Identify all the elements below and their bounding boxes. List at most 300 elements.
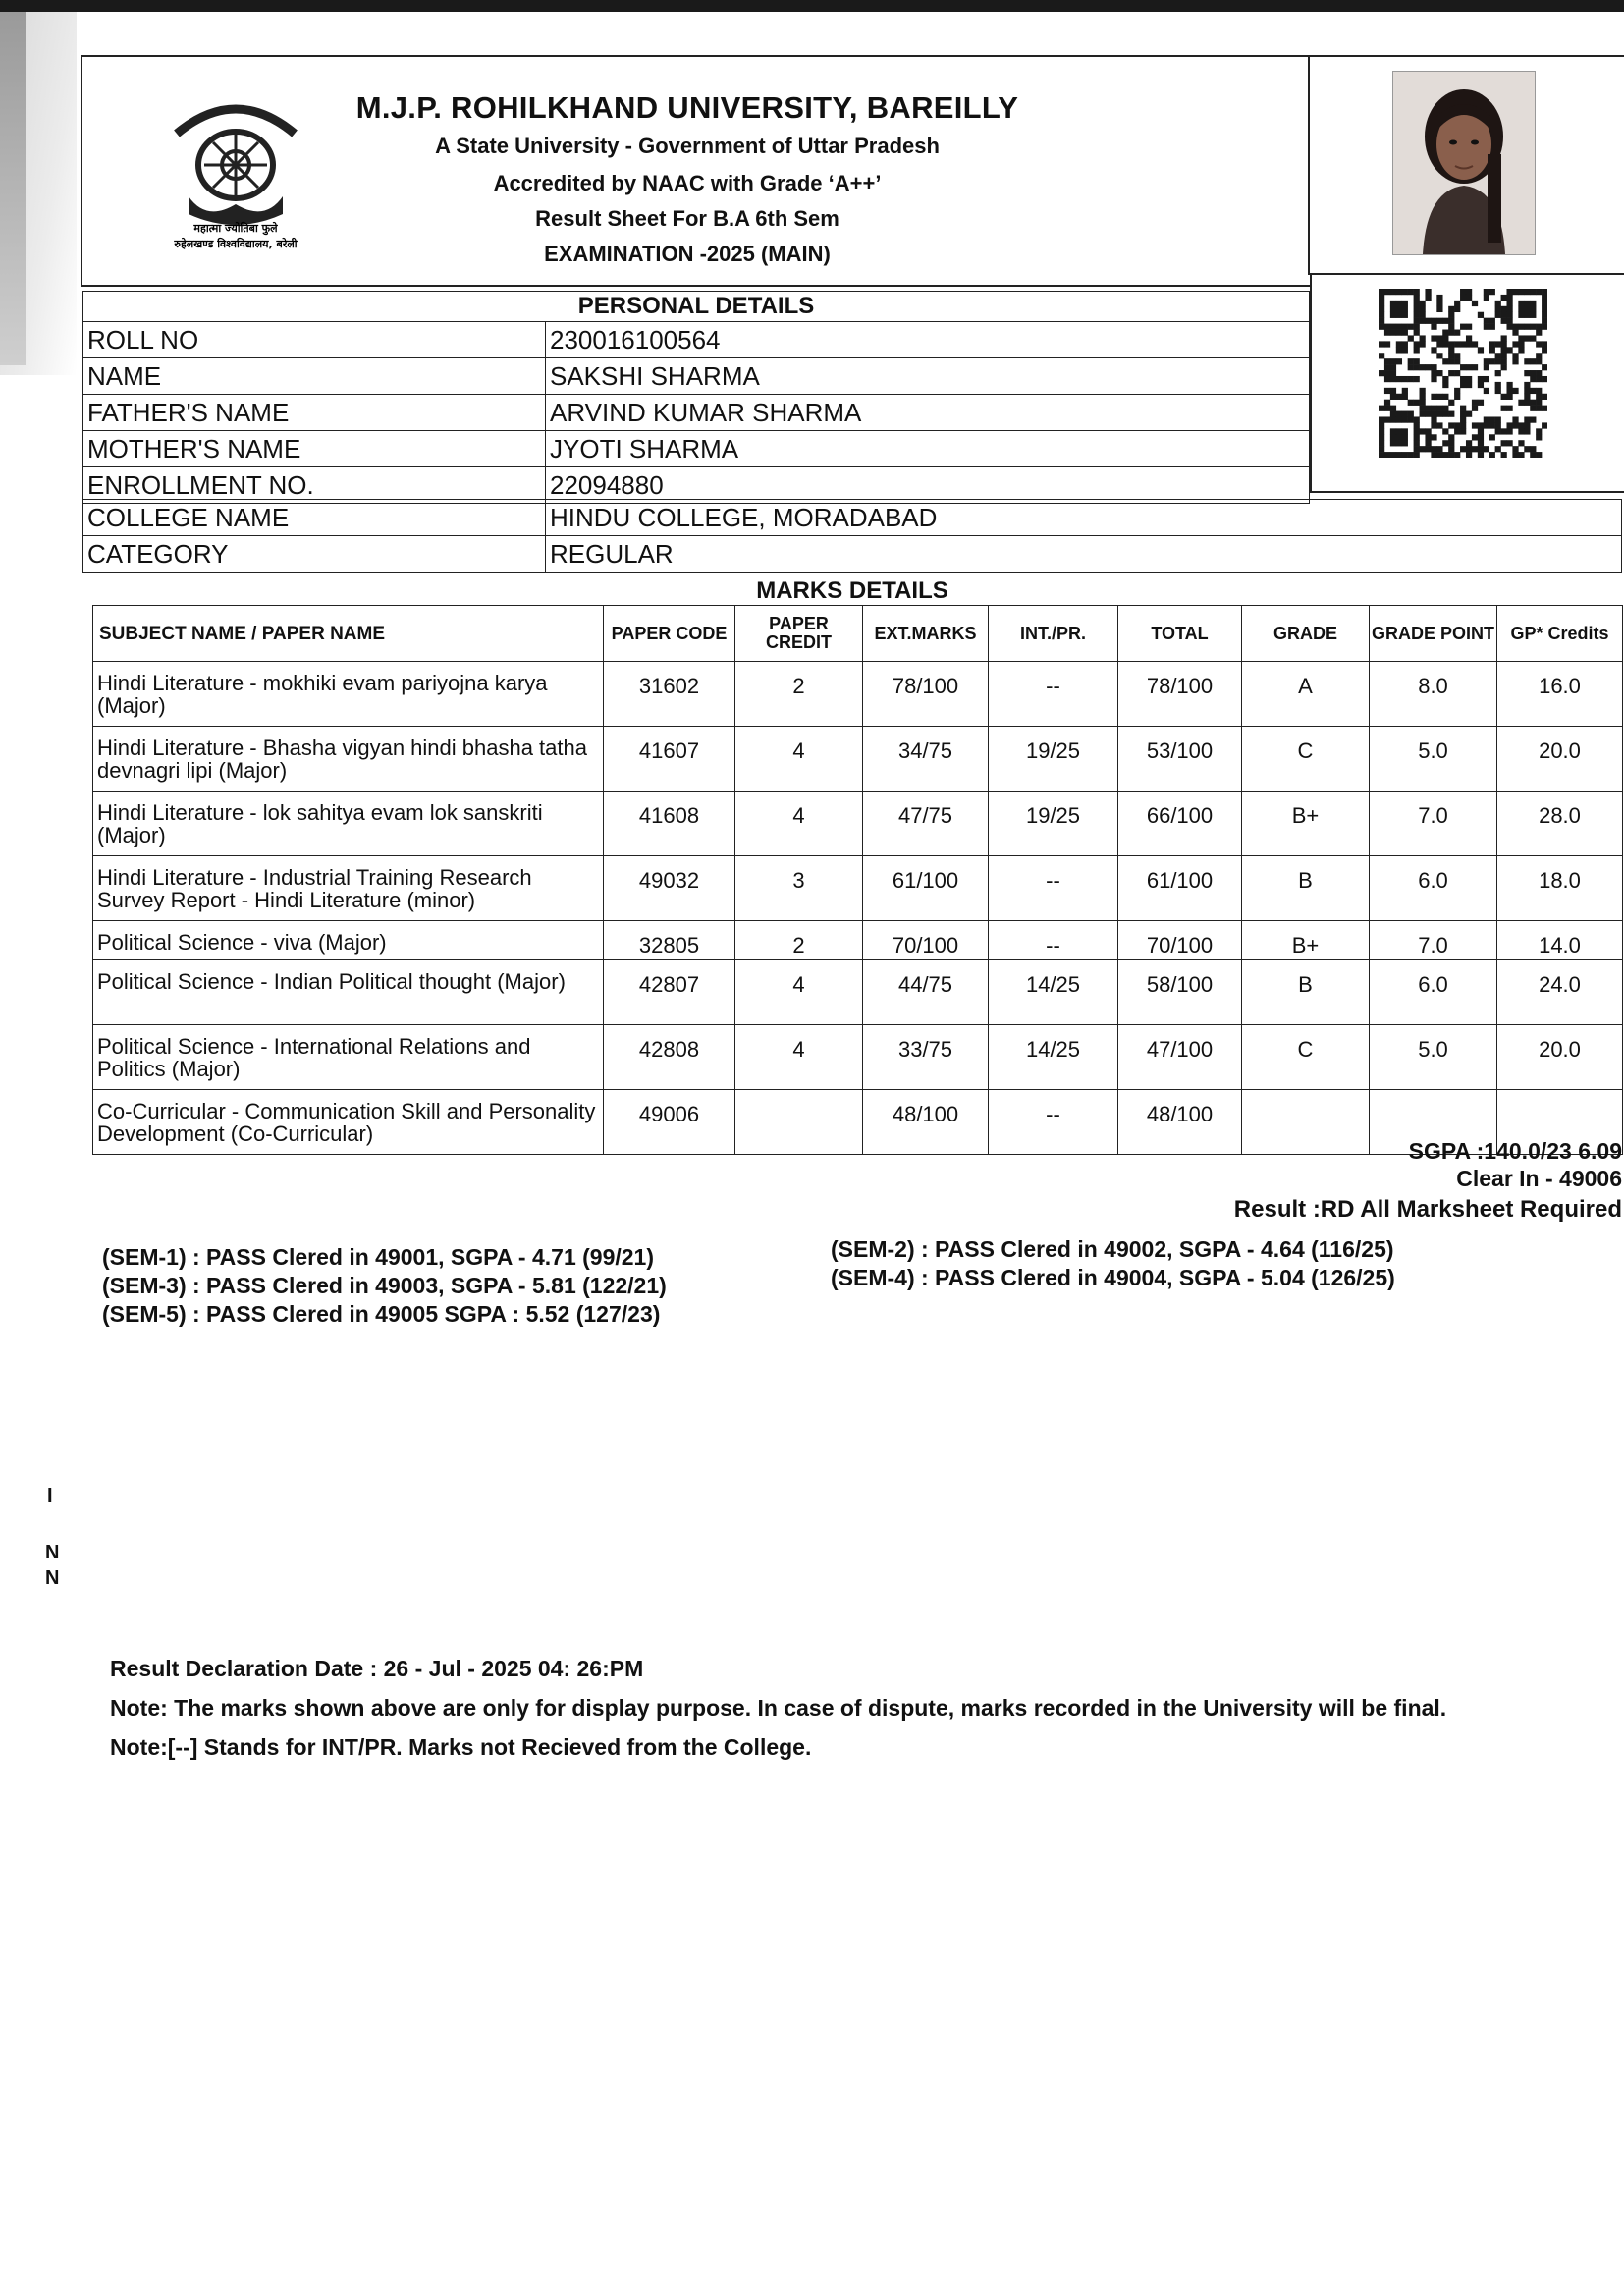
- qr-module: [1390, 428, 1396, 434]
- qr-module: [1484, 388, 1489, 394]
- cell-credit: 3: [735, 856, 863, 921]
- qr-module: [1390, 416, 1396, 422]
- qr-module: [1448, 341, 1454, 347]
- qr-module: [1524, 358, 1530, 364]
- scan-shadow-dark: [0, 12, 26, 365]
- qr-module: [1530, 446, 1536, 452]
- qr-module: [1472, 406, 1478, 411]
- qr-module: [1501, 353, 1507, 358]
- qr-module: [1414, 318, 1420, 324]
- qr-module: [1448, 358, 1454, 364]
- qr-module: [1489, 289, 1495, 295]
- qr-module: [1542, 364, 1547, 370]
- qr-module: [1489, 347, 1495, 353]
- qr-module: [1448, 353, 1454, 358]
- qr-module: [1501, 318, 1507, 324]
- qr-module: [1408, 400, 1414, 406]
- qr-module: [1414, 400, 1420, 406]
- qr-module: [1506, 382, 1512, 388]
- qr-module: [1442, 406, 1448, 411]
- margin-mark: N: [45, 1567, 60, 1589]
- qr-module: [1396, 301, 1402, 306]
- note-display-purpose: Note: The marks shown above are only for display purpose. In case of dispute, marks recorded in the University will be final.: [110, 1695, 1447, 1721]
- qr-module: [1420, 406, 1426, 411]
- qr-module: [1524, 312, 1530, 318]
- qr-module: [1442, 411, 1448, 417]
- cell-grade: B+: [1242, 921, 1370, 960]
- qr-module: [1454, 428, 1460, 434]
- qr-module: [1466, 364, 1472, 370]
- qr-module: [1442, 382, 1448, 388]
- qr-module: [1390, 388, 1396, 394]
- qr-module: [1536, 452, 1542, 458]
- cell-credit: 4: [735, 1025, 863, 1090]
- qr-module: [1542, 301, 1547, 306]
- cell-total: 78/100: [1118, 662, 1242, 727]
- qr-module: [1530, 289, 1536, 295]
- table-row: [93, 856, 1623, 921]
- qr-module: [1431, 446, 1436, 452]
- header-grade: GRADE: [1242, 606, 1370, 662]
- qr-module: [1436, 318, 1442, 324]
- qr-module: [1390, 301, 1396, 306]
- result-declaration-date: Result Declaration Date : 26 - Jul - 2025 04: 26:PM: [110, 1656, 644, 1681]
- qr-module: [1530, 376, 1536, 382]
- qr-module: [1420, 306, 1426, 312]
- label-mother-name: MOTHER'S NAME: [83, 431, 546, 467]
- qr-module: [1484, 422, 1489, 428]
- examination-title: EXAMINATION -2025 (MAIN): [544, 242, 831, 266]
- qr-module: [1390, 306, 1396, 312]
- qr-module: [1454, 394, 1460, 400]
- cell-ext: 47/75: [863, 792, 989, 856]
- qr-module: [1512, 388, 1518, 394]
- qr-module: [1524, 324, 1530, 330]
- label-college-name: COLLEGE NAME: [83, 500, 546, 536]
- qr-module: [1524, 422, 1530, 428]
- cell-ext: 70/100: [863, 921, 989, 960]
- qr-module: [1414, 428, 1420, 434]
- qr-module: [1402, 434, 1408, 440]
- qr-module: [1431, 452, 1436, 458]
- qr-module: [1431, 370, 1436, 376]
- semester-list-right: [831, 1235, 1395, 1292]
- qr-module: [1379, 440, 1384, 446]
- cell-ext: 61/100: [863, 856, 989, 921]
- qr-module: [1460, 341, 1466, 347]
- cell-grade: B: [1242, 960, 1370, 1025]
- cell-gp-credits: 14.0: [1497, 921, 1623, 960]
- label-enrollment-no: ENROLLMENT NO.: [83, 467, 546, 504]
- qr-module: [1484, 358, 1489, 364]
- qr-box: [1310, 273, 1624, 493]
- qr-module: [1512, 289, 1518, 295]
- cell-credit: 4: [735, 792, 863, 856]
- qr-module: [1530, 388, 1536, 394]
- qr-module: [1489, 416, 1495, 422]
- label-roll-no: ROLL NO: [83, 322, 546, 358]
- header-paper-code: PAPER CODE: [604, 606, 735, 662]
- cell-int: --: [989, 1090, 1118, 1155]
- qr-module: [1379, 446, 1384, 452]
- qr-module: [1420, 446, 1426, 452]
- qr-module: [1524, 416, 1530, 422]
- personal-row: [83, 322, 1310, 358]
- cell-ext: 33/75: [863, 1025, 989, 1090]
- cell-total: 53/100: [1118, 727, 1242, 792]
- qr-module: [1484, 324, 1489, 330]
- result-status: Result :RD All Marksheet Required: [1233, 1196, 1622, 1223]
- qr-module: [1518, 335, 1524, 341]
- qr-module: [1396, 416, 1402, 422]
- sgpa-summary: [1409, 1137, 1622, 1192]
- qr-module: [1454, 452, 1460, 458]
- qr-module: [1495, 422, 1501, 428]
- qr-module: [1390, 289, 1396, 295]
- qr-module: [1414, 341, 1420, 347]
- qr-module: [1524, 306, 1530, 312]
- header-grade-point: GRADE POINT: [1370, 606, 1497, 662]
- qr-module: [1379, 306, 1384, 312]
- cell-subject: Hindi Literature - Bhasha vigyan hindi bhasha tatha devnagri lipi (Major): [93, 727, 604, 792]
- qr-module: [1536, 289, 1542, 295]
- qr-module: [1420, 428, 1426, 434]
- marks-table: [92, 605, 1623, 1155]
- qr-module: [1425, 289, 1431, 295]
- qr-module: [1489, 324, 1495, 330]
- cell-total: 61/100: [1118, 856, 1242, 921]
- qr-module: [1542, 312, 1547, 318]
- qr-module: [1402, 324, 1408, 330]
- qr-module: [1512, 341, 1518, 347]
- qr-module: [1408, 452, 1414, 458]
- qr-module: [1402, 388, 1408, 394]
- qr-module: [1501, 358, 1507, 364]
- qr-module: [1506, 318, 1512, 324]
- cell-gp-credits: 20.0: [1497, 727, 1623, 792]
- cell-grade-point: 7.0: [1370, 921, 1497, 960]
- qr-module: [1384, 406, 1390, 411]
- note-int-pr: Note:[--] Stands for INT/PR. Marks not Recieved from the College.: [110, 1734, 812, 1760]
- cell-grade: [1242, 1090, 1370, 1155]
- qr-module: [1495, 301, 1501, 306]
- cell-grade-point: 6.0: [1370, 856, 1497, 921]
- qr-module: [1484, 416, 1489, 422]
- cell-total: 70/100: [1118, 921, 1242, 960]
- cell-credit: 4: [735, 960, 863, 1025]
- table-row: [93, 792, 1623, 856]
- qr-module: [1402, 394, 1408, 400]
- cell-ext: 48/100: [863, 1090, 989, 1155]
- qr-module: [1536, 370, 1542, 376]
- qr-module: [1420, 318, 1426, 324]
- qr-module: [1530, 306, 1536, 312]
- table-row: [93, 921, 1623, 960]
- qr-module: [1379, 428, 1384, 434]
- qr-module: [1524, 382, 1530, 388]
- cell-int: --: [989, 921, 1118, 960]
- qr-module: [1542, 306, 1547, 312]
- qr-module: [1460, 382, 1466, 388]
- qr-module: [1442, 318, 1448, 324]
- cell-subject: Hindi Literature - mokhiki evam pariyojna karya (Major): [93, 662, 604, 727]
- qr-module: [1402, 289, 1408, 295]
- qr-module: [1512, 330, 1518, 336]
- qr-module: [1420, 400, 1426, 406]
- qr-module: [1379, 370, 1384, 376]
- value-category: REGULAR: [546, 536, 1622, 573]
- qr-module: [1384, 400, 1390, 406]
- qr-module: [1436, 422, 1442, 428]
- margin-mark: N: [45, 1542, 60, 1563]
- qr-module: [1414, 440, 1420, 446]
- qr-module: [1506, 289, 1512, 295]
- personal-details-table-wide: [82, 499, 1622, 573]
- header-int-pr: INT./PR.: [989, 606, 1118, 662]
- university-subtitle: A State University - Government of Uttar Pradesh: [435, 134, 940, 158]
- qr-module: [1414, 306, 1420, 312]
- qr-module: [1379, 434, 1384, 440]
- qr-module: [1495, 353, 1501, 358]
- qr-module: [1530, 335, 1536, 341]
- qr-module: [1506, 306, 1512, 312]
- qr-module: [1425, 428, 1431, 434]
- qr-module: [1379, 312, 1384, 318]
- qr-module: [1460, 289, 1466, 295]
- qr-module: [1506, 394, 1512, 400]
- qr-module: [1396, 358, 1402, 364]
- qr-module: [1524, 335, 1530, 341]
- semester-list-left: [102, 1243, 667, 1329]
- qr-module: [1448, 318, 1454, 324]
- cell-grade-point: 8.0: [1370, 662, 1497, 727]
- cell-ext: 78/100: [863, 662, 989, 727]
- qr-module: [1530, 452, 1536, 458]
- cell-code: 31602: [604, 662, 735, 727]
- header-ext-marks: EXT.MARKS: [863, 606, 989, 662]
- qr-module: [1460, 416, 1466, 422]
- qr-module: [1536, 400, 1542, 406]
- qr-module: [1402, 376, 1408, 382]
- qr-module: [1414, 301, 1420, 306]
- qr-module: [1396, 324, 1402, 330]
- qr-module: [1390, 440, 1396, 446]
- qr-module: [1518, 301, 1524, 306]
- qr-module: [1425, 411, 1431, 417]
- personal-row: [83, 536, 1622, 573]
- qr-module: [1495, 312, 1501, 318]
- qr-module: [1466, 382, 1472, 388]
- qr-module: [1524, 301, 1530, 306]
- qr-module: [1542, 318, 1547, 324]
- qr-module: [1518, 440, 1524, 446]
- qr-module: [1431, 376, 1436, 382]
- qr-module: [1518, 312, 1524, 318]
- qr-code: [1379, 289, 1547, 458]
- label-category: CATEGORY: [83, 536, 546, 573]
- qr-module: [1442, 376, 1448, 382]
- qr-module: [1436, 341, 1442, 347]
- qr-module: [1536, 434, 1542, 440]
- personal-details-table: [82, 291, 1310, 504]
- qr-module: [1454, 306, 1460, 312]
- cell-int: 14/25: [989, 1025, 1118, 1090]
- qr-module: [1530, 370, 1536, 376]
- qr-module: [1542, 341, 1547, 347]
- qr-module: [1448, 347, 1454, 353]
- qr-module: [1396, 394, 1402, 400]
- qr-module: [1390, 324, 1396, 330]
- qr-module: [1506, 295, 1512, 301]
- qr-module: [1460, 376, 1466, 382]
- qr-module: [1384, 324, 1390, 330]
- qr-module: [1436, 394, 1442, 400]
- qr-module: [1478, 376, 1484, 382]
- qr-module: [1448, 312, 1454, 318]
- qr-module: [1408, 364, 1414, 370]
- qr-module: [1501, 440, 1507, 446]
- qr-module: [1414, 312, 1420, 318]
- semester-5: (SEM-5) : PASS Clered in 49005 SGPA : 5.52 (127/23): [102, 1301, 661, 1327]
- personal-row: [83, 395, 1310, 431]
- qr-module: [1384, 364, 1390, 370]
- qr-module: [1472, 446, 1478, 452]
- semester-2: (SEM-2) : PASS Clered in 49002, SGPA - 4.64 (116/25): [831, 1236, 1394, 1262]
- qr-module: [1431, 422, 1436, 428]
- qr-module: [1425, 295, 1431, 301]
- qr-module: [1402, 341, 1408, 347]
- qr-module: [1396, 347, 1402, 353]
- qr-module: [1542, 422, 1547, 428]
- cell-total: 58/100: [1118, 960, 1242, 1025]
- qr-module: [1408, 376, 1414, 382]
- qr-module: [1396, 289, 1402, 295]
- qr-module: [1414, 324, 1420, 330]
- qr-module: [1379, 452, 1384, 458]
- qr-module: [1495, 446, 1501, 452]
- qr-module: [1524, 289, 1530, 295]
- marks-details-title: MARKS DETAILS: [756, 577, 948, 604]
- qr-module: [1518, 428, 1524, 434]
- qr-module: [1512, 358, 1518, 364]
- qr-module: [1402, 312, 1408, 318]
- qr-module: [1390, 394, 1396, 400]
- qr-module: [1448, 324, 1454, 330]
- qr-module: [1436, 411, 1442, 417]
- cell-code: 42808: [604, 1025, 735, 1090]
- qr-module: [1454, 370, 1460, 376]
- qr-module: [1536, 358, 1542, 364]
- qr-module: [1518, 452, 1524, 458]
- qr-module: [1379, 416, 1384, 422]
- cell-code: 42807: [604, 960, 735, 1025]
- qr-module: [1425, 440, 1431, 446]
- qr-module: [1420, 341, 1426, 347]
- qr-module: [1530, 324, 1536, 330]
- cell-grade: C: [1242, 727, 1370, 792]
- qr-module: [1530, 358, 1536, 364]
- qr-module: [1414, 295, 1420, 301]
- qr-module: [1512, 416, 1518, 422]
- qr-module: [1425, 364, 1431, 370]
- qr-module: [1495, 382, 1501, 388]
- qr-module: [1442, 440, 1448, 446]
- qr-module: [1518, 422, 1524, 428]
- qr-module: [1448, 446, 1454, 452]
- qr-module: [1431, 318, 1436, 324]
- qr-module: [1501, 341, 1507, 347]
- qr-module: [1436, 406, 1442, 411]
- qr-module: [1431, 434, 1436, 440]
- qr-module: [1495, 428, 1501, 434]
- qr-module: [1448, 370, 1454, 376]
- qr-module: [1472, 434, 1478, 440]
- cell-total: 48/100: [1118, 1090, 1242, 1155]
- qr-module: [1436, 446, 1442, 452]
- qr-module: [1478, 422, 1484, 428]
- qr-module: [1530, 312, 1536, 318]
- qr-module: [1379, 406, 1384, 411]
- qr-module: [1425, 446, 1431, 452]
- qr-module: [1506, 440, 1512, 446]
- cell-int: 14/25: [989, 960, 1118, 1025]
- qr-module: [1402, 301, 1408, 306]
- qr-module: [1518, 289, 1524, 295]
- cell-code: 41608: [604, 792, 735, 856]
- clear-in: Clear In - 49006: [1456, 1166, 1622, 1191]
- cell-grade-point: 5.0: [1370, 727, 1497, 792]
- cell-ext: 44/75: [863, 960, 989, 1025]
- qr-module: [1466, 324, 1472, 330]
- qr-module: [1402, 452, 1408, 458]
- qr-module: [1466, 295, 1472, 301]
- qr-module: [1436, 335, 1442, 341]
- qr-module: [1501, 347, 1507, 353]
- cell-credit: 2: [735, 921, 863, 960]
- qr-module: [1442, 428, 1448, 434]
- qr-module: [1402, 330, 1408, 336]
- cell-subject: Co-Curricular - Communication Skill and Personality Development (Co-Curricular): [93, 1090, 604, 1155]
- qr-module: [1414, 330, 1420, 336]
- header-total: TOTAL: [1118, 606, 1242, 662]
- qr-module: [1436, 353, 1442, 358]
- sgpa-value: SGPA :140.0/23 6.09: [1408, 1138, 1622, 1164]
- cell-gp-credits: 20.0: [1497, 1025, 1623, 1090]
- qr-module: [1501, 306, 1507, 312]
- qr-module: [1379, 341, 1384, 347]
- qr-module: [1524, 400, 1530, 406]
- qr-module: [1536, 353, 1542, 358]
- qr-module: [1506, 422, 1512, 428]
- qr-module: [1379, 422, 1384, 428]
- qr-module: [1448, 330, 1454, 336]
- qr-module: [1536, 388, 1542, 394]
- qr-module: [1384, 376, 1390, 382]
- table-row: [93, 662, 1623, 727]
- qr-module: [1384, 358, 1390, 364]
- cell-code: 41607: [604, 727, 735, 792]
- qr-module: [1524, 428, 1530, 434]
- margin-mark: I: [47, 1485, 53, 1506]
- qr-module: [1420, 301, 1426, 306]
- qr-module: [1501, 312, 1507, 318]
- qr-module: [1530, 301, 1536, 306]
- qr-module: [1396, 434, 1402, 440]
- qr-module: [1384, 452, 1390, 458]
- qr-module: [1442, 452, 1448, 458]
- qr-module: [1408, 416, 1414, 422]
- qr-module: [1414, 446, 1420, 452]
